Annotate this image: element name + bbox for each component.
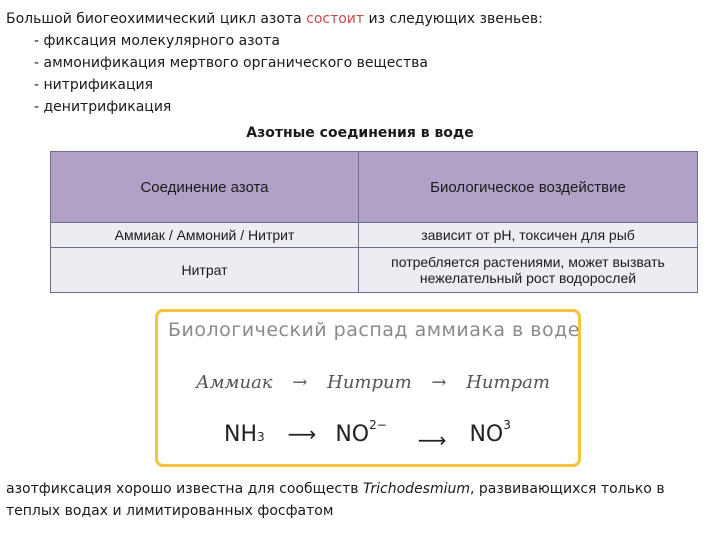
table-cell: зависит от рН, токсичен для рыб <box>359 223 698 248</box>
formula-nh3 <box>224 422 265 447</box>
formula-no2-base: NO <box>335 422 370 447</box>
list-item: - нитрификация <box>34 77 154 93</box>
word-chain <box>196 372 550 393</box>
list-item: - денитрификация <box>34 99 172 115</box>
intro-heading <box>6 8 543 30</box>
table-cell: потребляется растениями, может вызвать нежелательный рост водорослей <box>359 248 698 293</box>
table-row <box>51 248 698 293</box>
intro-accent-word: состоит <box>306 11 365 27</box>
formula-no2 <box>335 418 387 447</box>
formula-nh: NH <box>224 422 257 447</box>
arrow-icon: → <box>431 372 447 393</box>
arrow-icon: ⟶ <box>417 428 447 452</box>
formula-no2-sup: 2− <box>369 418 387 432</box>
footer-species: Trichodesmium <box>362 481 471 497</box>
list-item: - фиксация молекулярного азота <box>34 33 280 49</box>
table-header-row <box>51 152 698 223</box>
nitrogen-table <box>50 151 698 293</box>
table-header-effect: Биологическое воздействие <box>359 152 698 223</box>
footer-part: азотфиксация хорошо известна для сообществ <box>6 481 363 497</box>
arrow-icon: → <box>292 372 308 393</box>
word-nitrate: Нитрат <box>466 372 550 393</box>
intro-text <box>6 8 543 118</box>
table-row <box>51 223 698 248</box>
word-nitrite: Нитрит <box>327 372 412 393</box>
intro-heading-part: Большой биогеохимический цикл азота <box>6 11 307 27</box>
formula-no3-sup: 3 <box>503 418 511 432</box>
ammonia-breakdown-box <box>155 309 581 467</box>
chemical-formula <box>224 418 511 452</box>
list-item: - аммонификация мертвого органического вещества <box>34 55 428 71</box>
intro-heading-end: из следующих звеньев: <box>364 11 543 27</box>
table-title: Азотные соединения в воде <box>246 125 474 141</box>
arrow-icon: ⟶ <box>287 422 317 446</box>
table-cell: Нитрат <box>51 248 359 293</box>
word-ammonia: Аммиак <box>196 372 273 393</box>
box-title: Биологический распад аммиака в воде <box>168 319 580 341</box>
table-header-compound: Соединение азота <box>51 152 359 223</box>
formula-no3 <box>469 418 511 447</box>
formula-nh-sub: 3 <box>257 430 265 444</box>
footer-part-end: , развивающихся только в теплых водах и лимитированных фосфатом <box>6 481 665 519</box>
table-cell: Аммиак / Аммоний / Нитрит <box>51 223 359 248</box>
formula-no3-base: NO <box>469 422 504 447</box>
footer-text <box>6 478 714 522</box>
